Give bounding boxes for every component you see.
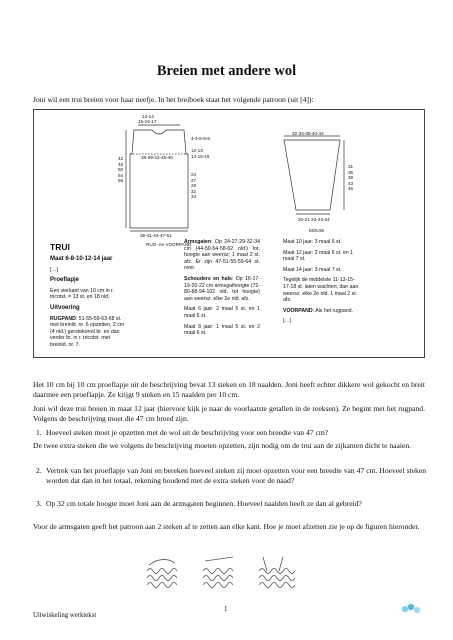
label-top-measure: 13-14 <box>142 114 154 119</box>
pattern-heading: TRUI <box>50 242 70 252</box>
rugpand-paragraph <box>50 316 126 349</box>
voorpand-paragraph <box>283 308 359 315</box>
maat-6: Maat 6 jaar: 2 maal 5 st. en 1 maal 6 st. <box>184 306 260 319</box>
sleeve-diagram <box>284 136 344 214</box>
question-1 <box>36 428 426 438</box>
label-sleeve-side: 31 35 39 43 46 <box>348 164 354 192</box>
question-2 <box>36 466 426 486</box>
uitvoering-heading: Uitvoering <box>50 304 80 311</box>
maat-8: Maat 8 jaar: 1 maal 5 st. en 2 maal 6 st. <box>184 323 260 337</box>
label-sleeve-bottom: 20-21-22-23-24 <box>298 217 330 222</box>
label-side-heights: 42 46 50 54 58 <box>118 156 124 184</box>
page-title: Breien met andere wol <box>156 63 297 79</box>
label-caption-body: RUG- en VOORPAND <box>146 242 192 247</box>
paragraph-4: Voor de armsgaten geeft het patroon aan 2 steken af te zetten aan elke kant. Hoe je moet afzetten zie je op de figuren hieronder. <box>33 522 420 531</box>
maat-10: Maat 10 jaar: 3 maal 6 st. <box>283 239 342 245</box>
knitting-figures <box>143 551 313 591</box>
question-number: 1. <box>36 428 42 437</box>
pattern-column-1 <box>50 256 126 353</box>
maat-12: Maat 12 jaar: 2 maal 6 st. en 1 maal 7 st. <box>283 249 354 263</box>
armsgaten-paragraph <box>184 239 260 272</box>
rugpand-text: : 51-55-59-63-68 st. met breinld. nr. 6 opzetten, 2 cm (4 nld.) gerstekorrel br. en dan verder br. in r. tricotst. met breinld. nr. 7. <box>50 315 125 348</box>
proeflapje-text: Een vierkant van 10 cm in r. tricotst. = 13 st. en 18 nld. <box>50 287 115 301</box>
question-text: Vertrek van het proeflapje van Joni en bereken hoeveel steken zij moet opzetten voor een breedte van 47 cm. Hoeveel steken worden dat dan in het totaal, rekening houdend met de extra steken voor de naad? <box>46 466 426 485</box>
knitting-figure-1 <box>147 559 177 587</box>
page-number: 1 <box>224 606 228 613</box>
paragraph-1: Het 10 cm bij 10 cm proeflapje uit de beschrijving bevat 13 steken en 18 naalden. Joni heeft echter dikkere wol gekocht en breit daarmee een proeflapje. Ze krijgt 9 steken en 15 naalden per 10 cm. <box>33 380 425 399</box>
knitting-figure-2 <box>203 557 233 588</box>
sweater-body-diagram <box>126 125 188 231</box>
schouders-text: : Op 16-17-19-20-22 cm armsgathoogte (72-80-88-94-102 nld. tot hoogte) aan weersz. elke 2e nld. afz. <box>184 275 260 302</box>
question-text: Op 32 cm totale hoogte moet Joni aan de armsgaten beginnen. Hoeveel naalden heeft ze dan al gebreid? <box>46 499 362 508</box>
label-body-height: 24 27 29 32 34 <box>191 172 197 200</box>
label-bottom: 36-41-44-47-51 <box>140 233 172 238</box>
ellipsis-1: […] <box>50 266 59 273</box>
maat-14: Maat 14 jaar: 3 maal 7 st. <box>283 266 342 273</box>
question-3 <box>36 499 426 509</box>
tegelijk: Tegelijk de middelste 11-13-15-17-18 st. laten wachten, dan aan weersz. elke 2e nld. 1 maal 2 st. afz. <box>283 277 359 304</box>
armsgaten-text: : Op 24-27-29-32-34 cm (44-50-54-58-62 nld.) tot. hoogte aan weersz; 1 maal 2 st. afz. Er zijn 47-51-55-59-64 st. over. <box>184 239 260 272</box>
footer-text: Uitwiskeling werktekst <box>33 612 97 619</box>
rugpand-label: RUGPAND <box>50 315 76 322</box>
question-number: 3. <box>36 499 42 508</box>
knitting-figure-3 <box>259 557 295 588</box>
sizes: Maat 6-8-10-12-14 jaar <box>50 256 113 262</box>
schouders-paragraph <box>184 276 260 302</box>
pattern-box <box>33 109 425 358</box>
label-neck: 4-4-5-5-6 <box>191 136 210 141</box>
voorpand-label: VOORPAND <box>283 307 313 314</box>
label-top-width: 15-16-17 <box>138 119 157 124</box>
paragraph-3: De twee extra steken die we volgens de beschrijving moeten opzetten, zijn nodig om de trui aan de zijkanten dicht te naaien. <box>33 441 412 450</box>
schouders-label: Schouders en hals <box>184 275 232 282</box>
question-text: Hoeveel steken moet je opzetten met de wol uit de beschrijving voor een breedte van 47 cm? <box>46 428 329 437</box>
logo-icon <box>400 602 422 616</box>
label-armhole: 12-13 14-15-16 <box>191 148 210 159</box>
armsgaten-label: Armsgaten <box>184 239 212 245</box>
paragraph-2: Joni wil deze trui breien in maat 12 jaar (hiervoor kijk je naar de voorlaatste getallen in de reeksen). Ze begint met het rugpand. Volgens de beschrijving moet die 47 cm breed zijn. <box>33 404 425 423</box>
label-chest: 38-39-42-45-49 <box>141 155 173 160</box>
label-caption-sleeve: MOUW <box>309 228 325 233</box>
proeflapje-heading: Proeflapje <box>50 277 80 284</box>
pattern-diagrams <box>34 110 424 240</box>
label-sleeve-top: 32-34-38-40-44 <box>292 131 324 136</box>
voorpand-text: : Als het rugpand. <box>312 307 353 314</box>
pattern-column-2 <box>184 239 260 341</box>
ellipsis-3: […] <box>283 318 292 325</box>
intro-text: Joni wil een trui breien voor haar neefje. In het breiboek staat het volgende patroon (uit [4]): <box>33 95 314 104</box>
question-number: 2. <box>36 466 42 475</box>
pattern-column-3 <box>283 239 359 329</box>
